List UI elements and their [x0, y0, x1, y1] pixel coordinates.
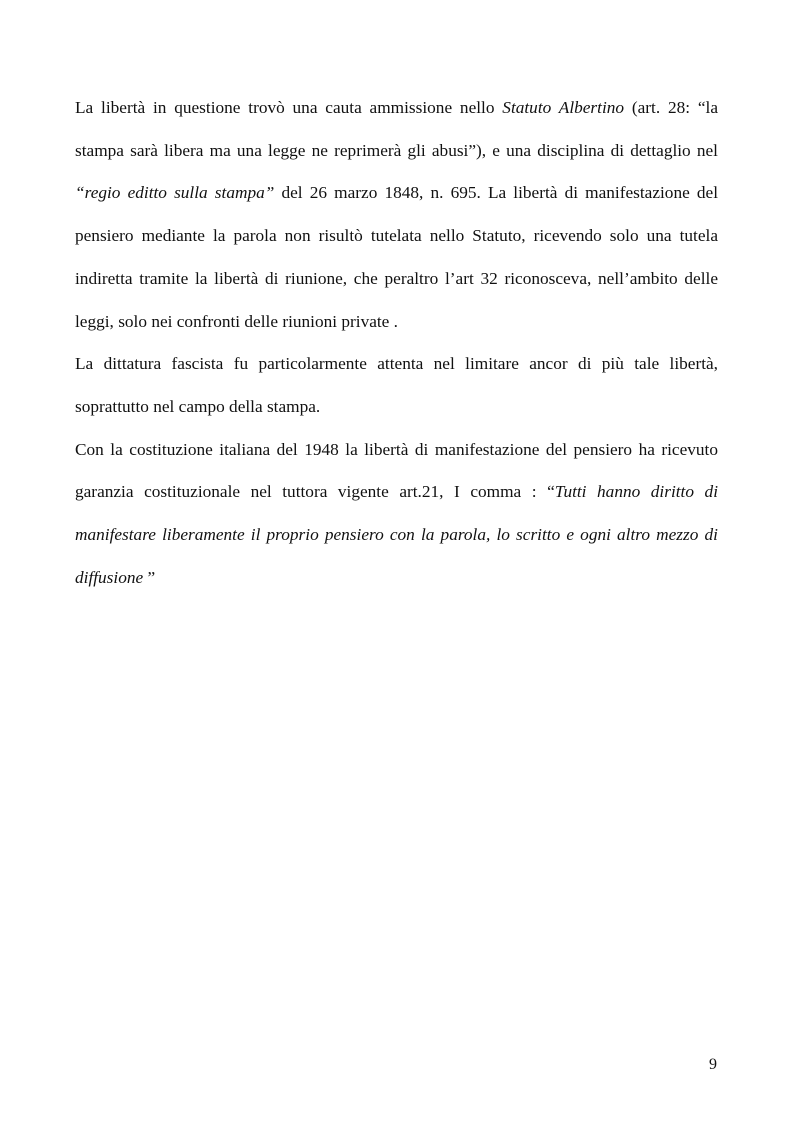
text-segment: La libertà in questione trovò una cauta ammissione nello — [75, 98, 503, 117]
text-segment: del 26 marzo 1848, n. 695. La libertà di manifestazione del pensiero mediante la parola non risultò tutelata nello Statuto, ricevendo solo una tutela indiretta tramite la libertà di riunione, che peraltro l’art 32 riconosceva, nell’ambito delle leggi, solo nei confronti delle riunioni private . — [75, 183, 718, 331]
paragraph-statuto-albertino — [75, 87, 718, 343]
page-number: 9 — [709, 1056, 717, 1073]
paragraph-dittatura-fascista — [75, 343, 718, 428]
italic-segment-regio-editto: “regio editto sulla stampa” — [75, 183, 275, 203]
text-segment: La dittatura fascista fu particolarmente attenta nel limitare ancor di più tale libertà, soprattutto nel campo della stampa. — [75, 354, 718, 416]
italic-segment-art-21-quote: Tutti hanno diritto di manifestare liberamente il proprio pensiero con la parola, lo scritto e ogni altro mezzo di diffusione — [75, 482, 718, 587]
italic-segment-statuto-albertino: Statuto Albertino — [502, 98, 625, 117]
paragraph-costituzione-1948 — [75, 429, 718, 600]
text-segment: ” — [143, 567, 156, 587]
page-body — [75, 87, 718, 599]
text-segment: Con la costituzione italiana del 1948 la libertà di manifestazione del pensiero ha ricevuto garanzia costituzionale nel tuttora vigente art.21, I comma : “ — [75, 439, 718, 502]
text-segment: (art. 28: “la stampa sarà libera ma una legge ne reprimerà gli abusi”), e una disciplina di dettaglio nel — [75, 98, 718, 160]
